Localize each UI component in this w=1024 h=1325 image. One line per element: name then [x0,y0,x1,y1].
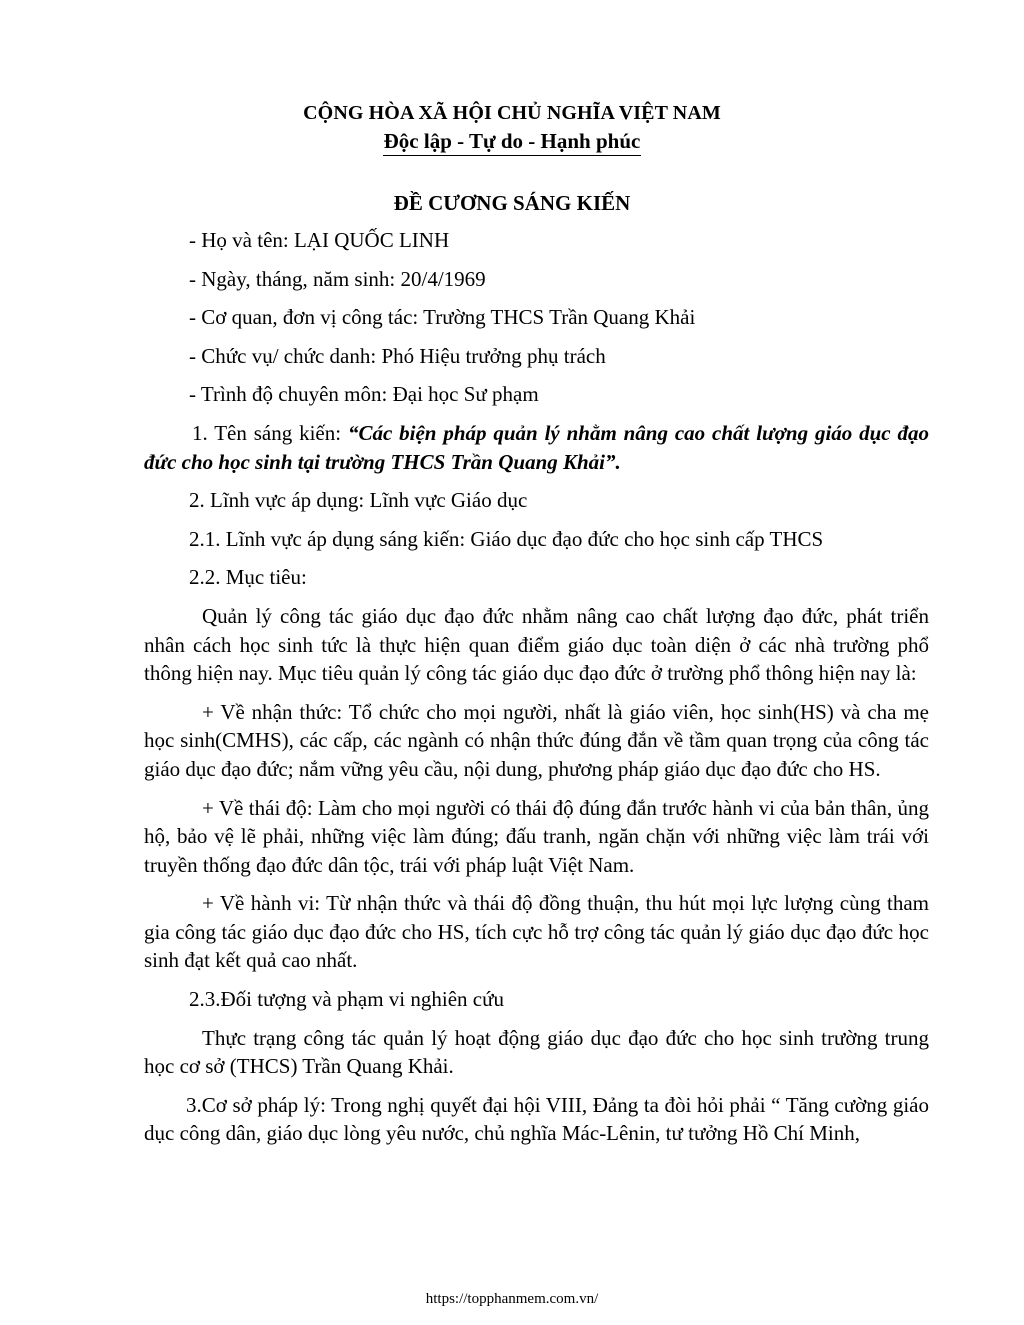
scope-heading: 2.3.Đối tượng và phạm vi nghiên cứu [189,987,504,1012]
objective-attitude: + Về thái độ: Làm cho mọi người có thái độ đúng đắn trước hành vi của bản thân, ủng hộ, bảo vệ lẽ phải, những việc làm đúng; đấu tranh, ngăn chặn với những việc làm trái với truyền thống đạo đức dân tộc, trái với pháp luật Việt Nam. [144,795,929,877]
initiative-title: “Các biện pháp quản lý nhằm nâng cao chất lượng giáo dục đạo đức cho học sinh tại trường THCS Trần Quang Khải”. [144,420,929,474]
document-header [0,100,1024,156]
application-field-detail: 2.1. Lĩnh vực áp dụng sáng kiến: Giáo dục đạo đức cho học sinh cấp THCS [189,526,824,551]
objectives-paragraph: Quản lý công tác giáo dục đạo đức nhằm nâng cao chất lượng đạo đức, phát triển nhân cách học sinh tức là thực hiện quan điểm giáo dục toàn diện ở các nhà trường phổ thông hiện nay. Mục tiêu quản lý công tác giáo dục đạo đức ở trường phổ thông hiện nay là: [144,603,929,686]
objective-awareness: + Về nhận thức: Tổ chức cho mọi người, nhất là giáo viên, học sinh(HS) và cha mẹ học sinh(CMHS), các cấp, các ngành có nhận thức đúng đắn về tầm quan trọng của công tác giáo dục đạo đức; nắm vững yêu cầu, nội dung, phương pháp giáo dục đạo đức cho HS. [144,699,929,781]
legal-basis-paragraph: 3.Cơ sở pháp lý: Trong nghị quyết đại hội VIII, Đảng ta đòi hỏi phải “ Tăng cường giáo dục công dân, giáo dục lòng yêu nước, chủ nghĩa Mác-Lênin, tư tưởng Hồ Chí Minh, [144,1092,929,1146]
national-title: CỘNG HÒA XÃ HỘI CHỦ NGHĨA VIỆT NAM [303,102,721,124]
document-title: ĐỀ CƯƠNG SÁNG KIẾN [393,191,631,215]
info-qualification: - Trình độ chuyên môn: Đại học Sư phạm [189,382,539,407]
footer-url: https://topphanmem.com.vn/ [425,1291,599,1307]
info-position: - Chức vụ/ chức danh: Phó Hiệu trưởng phụ trách [189,343,606,368]
document-body [144,226,929,1158]
info-name: - Họ và tên: LẠI QUỐC LINH [189,228,450,252]
info-workplace: - Cơ quan, đơn vị công tác: Trường THCS Trần Quang Khải [189,305,696,330]
application-field: 2. Lĩnh vực áp dụng: Lĩnh vực Giáo dục [189,488,528,513]
initiative-name-label: 1. Tên sáng kiến: [192,420,348,445]
info-dob: - Ngày, tháng, năm sinh: 20/4/1969 [189,266,486,291]
scope-paragraph: Thực trạng công tác quản lý hoạt động giáo dục đạo đức cho học sinh trường trung học cơ sở (THCS) Trần Quang Khải. [144,1025,929,1079]
national-motto: Độc lập - Tự do - Hạnh phúc [383,127,642,156]
initiative-name [144,419,929,476]
objective-behavior: + Về hành vi: Từ nhận thức và thái độ đồng thuận, thu hút mọi lực lượng cùng tham gia công tác giáo dục đạo đức cho HS, tích cực hỗ trợ công tác quản lý giáo dục đạo đức học sinh đạt kết quả cao nhất. [144,891,929,973]
objectives-heading: 2.2. Mục tiêu: [189,565,307,590]
